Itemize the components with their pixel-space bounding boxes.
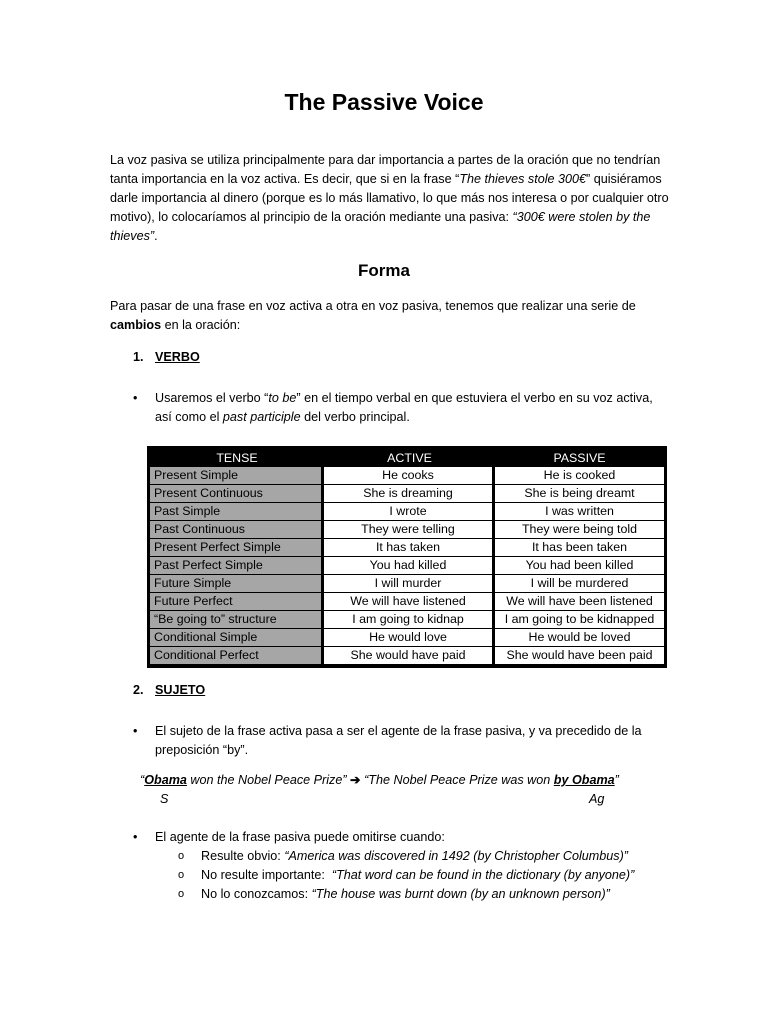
circle-bullet-icon: o xyxy=(178,888,185,900)
bullet-text: El sujeto de la frase activa pasa a ser el agente de la frase pasiva, y va precedido de la preposición “by”. xyxy=(155,724,642,757)
bullet-italic-2: past participle xyxy=(222,410,301,424)
table-cell-tense: “Be going to” structure xyxy=(150,611,324,629)
sub-bullet-prefix: No lo conozcamos: xyxy=(201,887,312,901)
table-cell-tense: Past Simple xyxy=(150,503,324,521)
example-passive-text: “The Nobel Peace Prize was won xyxy=(360,773,554,787)
table-header-active: ACTIVE xyxy=(324,449,495,467)
example-active-text: won the Nobel Peace Prize” xyxy=(186,773,351,787)
table-cell-active: I will murder xyxy=(324,575,495,593)
table-cell-active: She would have paid xyxy=(324,647,495,665)
table-cell-passive: We will have been listened xyxy=(495,593,664,611)
table-header-passive: PASSIVE xyxy=(495,449,664,467)
section-heading-verbo xyxy=(133,348,200,367)
sub-bullet-item xyxy=(178,866,698,885)
agent-marker: Ag xyxy=(589,792,605,806)
table-cell-active: You had killed xyxy=(324,557,495,575)
bullet-text-1: Usaremos el verbo “ xyxy=(155,391,269,405)
table-row xyxy=(150,647,664,665)
table-cell-active: She is dreaming xyxy=(324,485,495,503)
table-row xyxy=(150,503,664,521)
table-cell-passive: I was written xyxy=(495,503,664,521)
table-cell-passive: I am going to be kidnapped xyxy=(495,611,664,629)
table-row xyxy=(150,611,664,629)
table-cell-tense: Conditional Perfect xyxy=(150,647,324,665)
table-cell-tense: Past Continuous xyxy=(150,521,324,539)
circle-bullet-icon: o xyxy=(178,850,185,862)
bullet-text-3: del verbo principal. xyxy=(300,410,410,424)
bullet-icon: • xyxy=(133,391,138,405)
table-cell-tense: Future Perfect xyxy=(150,593,324,611)
table-row xyxy=(150,539,664,557)
table-row xyxy=(150,485,664,503)
table-cell-tense: Present Simple xyxy=(150,467,324,485)
table-cell-tense: Conditional Simple xyxy=(150,629,324,647)
table-cell-passive: He is cooked xyxy=(495,467,664,485)
table-row xyxy=(150,557,664,575)
bullet-icon: • xyxy=(133,724,138,738)
table-cell-active: It has taken xyxy=(324,539,495,557)
section-number: 2. xyxy=(133,683,144,697)
sub-bullet-text xyxy=(201,866,698,885)
table-body xyxy=(150,467,664,665)
sub-bullet-quote: “That word can be found in the dictionary (by anyone)” xyxy=(331,868,635,882)
sub-bullet-item xyxy=(178,847,698,866)
table-cell-active: We will have listened xyxy=(324,593,495,611)
arrow-icon: ➔ xyxy=(350,773,361,787)
bullet-item-sujeto xyxy=(133,722,653,760)
bullet-icon: • xyxy=(133,830,138,844)
bullet-text xyxy=(155,389,653,427)
intro-text-2: ” quisiéramos darle importancia al dinero (porque es lo más llamativo, lo que más nos interesa o por cualquier otro motivo), lo colocaríamos al principio de la oración mediante una pasiva: xyxy=(110,172,669,224)
table-cell-passive: He would be loved xyxy=(495,629,664,647)
circle-bullet-icon: o xyxy=(178,869,185,881)
table-row xyxy=(150,629,664,647)
bullet-text-2: ” en el tiempo verbal en que estuviera el verbo en su voz activa, así como el xyxy=(155,391,653,424)
table-cell-tense: Present Perfect Simple xyxy=(150,539,324,557)
table-row xyxy=(150,521,664,539)
table-cell-active: They were telling xyxy=(324,521,495,539)
tenses-table xyxy=(147,446,667,668)
forma-text-1: Para pasar de una frase en voz activa a otra en voz pasiva, tenemos que realizar una serie de xyxy=(110,299,636,313)
example-sentence xyxy=(140,771,619,790)
table-cell-passive: It has been taken xyxy=(495,539,664,557)
table-cell-passive: I will be murdered xyxy=(495,575,664,593)
intro-text-1: La voz pasiva se utiliza principalmente para dar importancia a partes de la oración que no tendrían tanta importancia en la voz activa. Es decir, que si en la frase “ xyxy=(110,153,661,186)
forma-text-bold: cambios xyxy=(110,318,162,332)
page-title: The Passive Voice xyxy=(284,89,484,115)
table-cell-active: He would love xyxy=(324,629,495,647)
table-cell-passive: She would have been paid xyxy=(495,647,664,665)
bullet-item-verbo xyxy=(133,389,653,427)
intro-example-active: The thieves stole 300€ xyxy=(459,172,587,186)
table-cell-tense: Past Perfect Simple xyxy=(150,557,324,575)
example-quote: ” xyxy=(614,773,619,787)
section-label: SUJETO xyxy=(155,683,206,697)
forma-paragraph xyxy=(110,297,670,335)
table-header-tense: TENSE xyxy=(150,449,324,467)
sub-bullet-item xyxy=(178,885,698,904)
section-label: VERBO xyxy=(155,350,200,364)
example-agent: by Obama xyxy=(553,773,615,787)
table-cell-tense: Future Simple xyxy=(150,575,324,593)
table-cell-active: He cooks xyxy=(324,467,495,485)
table-row xyxy=(150,467,664,485)
sub-bullet-quote: “The house was burnt down (by an unknown person)” xyxy=(311,887,610,901)
table-row xyxy=(150,593,664,611)
sub-bullet-text xyxy=(201,847,698,866)
section-number: 1. xyxy=(133,350,144,364)
sub-bullet-prefix: No resulte importante: xyxy=(201,868,332,882)
forma-heading: Forma xyxy=(358,261,410,280)
table-cell-passive: They were being told xyxy=(495,521,664,539)
bullet-text: El agente de la frase pasiva puede omitirse cuando: xyxy=(155,830,445,844)
sub-bullet-quote: “America was discovered in 1492 (by Christopher Columbus)” xyxy=(284,849,628,863)
bullet-italic-1: to be xyxy=(268,391,297,405)
sub-bullet-text xyxy=(201,885,698,904)
sub-bullet-prefix: Resulte obvio: xyxy=(201,849,285,863)
example-quote: “ xyxy=(140,773,145,787)
intro-paragraph xyxy=(110,151,670,246)
subject-marker: S xyxy=(160,792,169,806)
example-subject: Obama xyxy=(144,773,187,787)
forma-text-2: en la oración: xyxy=(161,318,241,332)
table-cell-passive: She is being dreamt xyxy=(495,485,664,503)
table-header-row xyxy=(150,449,664,467)
table-cell-passive: You had been killed xyxy=(495,557,664,575)
intro-example-passive: “300€ were stolen by the thieves” xyxy=(110,210,651,243)
intro-text-3: . xyxy=(154,229,158,243)
bullet-item-omit xyxy=(133,828,653,847)
section-heading-sujeto xyxy=(133,681,205,700)
table-cell-active: I am going to kidnap xyxy=(324,611,495,629)
table-row xyxy=(150,575,664,593)
table-cell-tense: Present Continuous xyxy=(150,485,324,503)
table-cell-active: I wrote xyxy=(324,503,495,521)
